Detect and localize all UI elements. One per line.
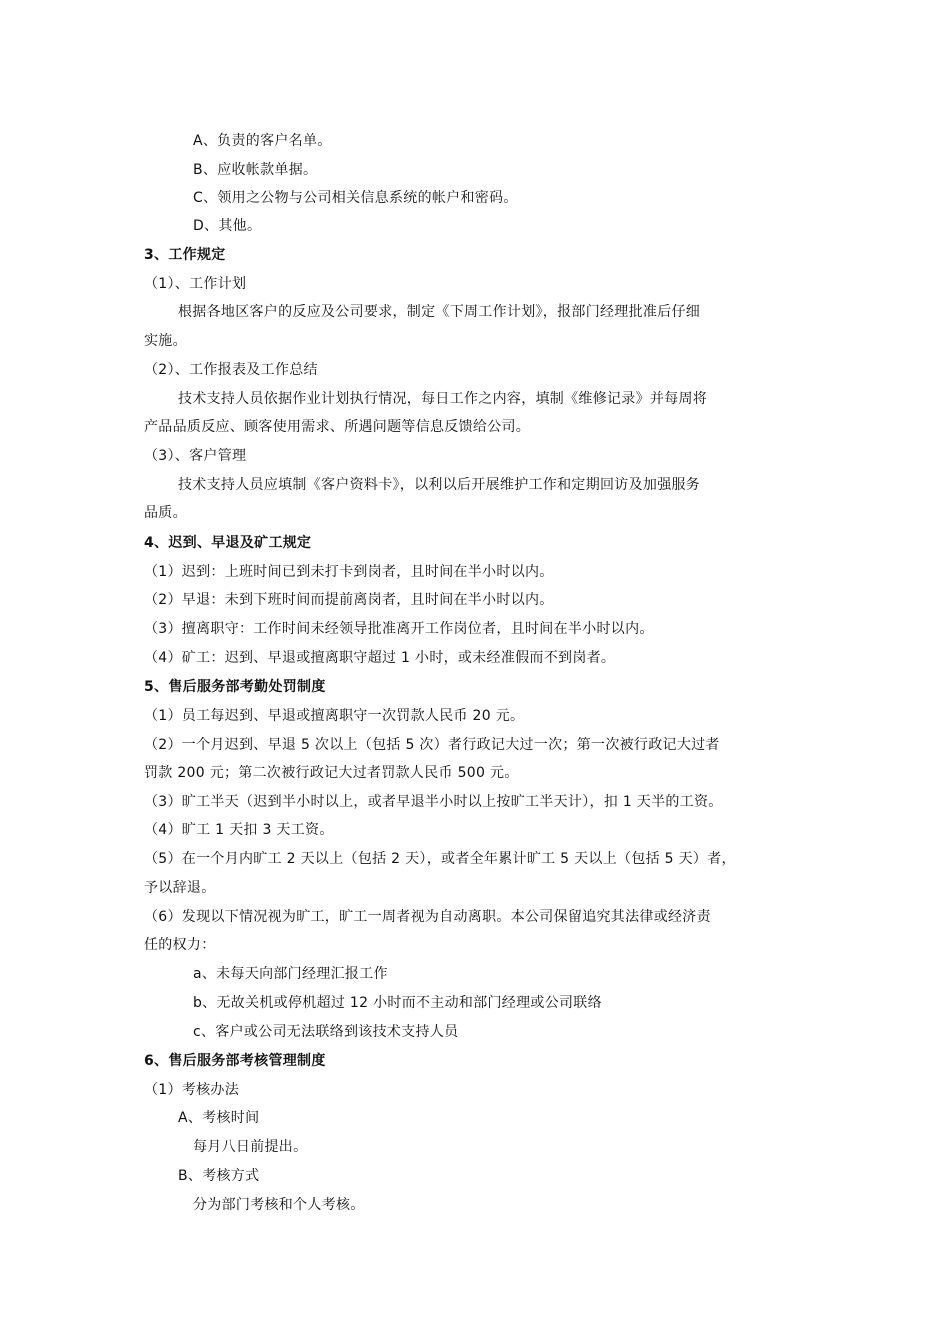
rule-item: （1）迟到：上班时间已到未打卡到岗者，且时间在半小时以内。: [144, 564, 554, 580]
rule-item-continuation: 任的权力：: [144, 937, 216, 953]
sub-list-item-assessment-type: B、考核方式: [178, 1168, 260, 1184]
list-item-c-accounts-passwords: C、领用之公物与公司相关信息系统的帐户和密码。: [193, 190, 518, 206]
list-item-b-receivables: B、应收帐款单据。: [193, 162, 318, 178]
rule-item: （3）擅离职守：工作时间未经领导批准离开工作岗位者，且时间在半小时以内。: [144, 621, 654, 637]
subheading-work-reports: （2）、工作报表及工作总结: [144, 362, 318, 378]
rule-item-continuation: 予以辞退。: [144, 880, 216, 896]
paragraph-line: 技术支持人员依据作业计划执行情况，每日工作之内容，填制《维修记录》并每周将: [178, 391, 708, 407]
rule-item: （2）早退：未到下班时间而提前离岗者，且时间在半小时以内。: [144, 592, 554, 608]
subheading-assessment-method: （1）考核办法: [144, 1082, 240, 1098]
paragraph-line: 每月八日前提出。: [193, 1139, 308, 1155]
section-heading-attendance-rules: 4、迟到、早退及矿工规定: [144, 535, 312, 551]
sub-list-item-assessment-time: A、考核时间: [178, 1110, 260, 1126]
paragraph-line: 分为部门考核和个人考核。: [193, 1197, 365, 1213]
list-item-d-other: D、其他。: [193, 218, 262, 234]
rule-item: （1）员工每迟到、早退或擅离职守一次罚款人民币 20 元。: [144, 708, 525, 724]
paragraph-line: 品质。: [144, 505, 187, 521]
sub-list-item-a: a、未每天向部门经理汇报工作: [193, 966, 388, 982]
rule-item: （4）旷工 1 天扣 3 天工资。: [144, 822, 334, 838]
subheading-customer-management: （3）、客户管理: [144, 448, 247, 464]
section-heading-attendance-penalties: 5、售后服务部考勤处罚制度: [144, 679, 326, 695]
rule-item: （5）在一个月内旷工 2 天以上（包括 2 天），或者全年累计旷工 5 天以上（包括 5 天）者，: [144, 851, 736, 867]
rule-item: （4）矿工：迟到、早退或擅离职守超过 1 小时，或未经准假而不到岗者。: [144, 650, 616, 666]
paragraph-line: 技术支持人员应填制《客户资料卡》，以利以后开展维护工作和定期回访及加强服务: [178, 477, 701, 493]
paragraph-line: 实施。: [144, 333, 187, 349]
section-heading-work-rules: 3、工作规定: [144, 247, 226, 263]
rule-item: （6）发现以下情况视为旷工，旷工一周者视为自动离职。本公司保留追究其法律或经济责: [144, 909, 711, 925]
section-heading-assessment: 6、售后服务部考核管理制度: [144, 1053, 326, 1069]
rule-item-continuation: 罚款 200 元；第二次被行政记大过者罚款人民币 500 元。: [144, 765, 519, 781]
paragraph-line: 根据各地区客户的反应及公司要求，制定《下周工作计划》，报部门经理批准后仔细: [178, 304, 701, 320]
paragraph-line: 产品品质反应、顾客使用需求、所遇问题等信息反馈给公司。: [144, 419, 531, 435]
rule-item: （3）旷工半天（迟到半小时以上，或者早退半小时以上按旷工半天计），扣 1 天半的工资。: [144, 794, 723, 810]
sub-list-item-b: b、无故关机或停机超过 12 小时而不主动和部门经理或公司联络: [193, 995, 602, 1011]
list-item-a-customer-list: A、负责的客户名单。: [193, 133, 332, 149]
sub-list-item-c: c、客户或公司无法联络到该技术支持人员: [193, 1024, 459, 1040]
rule-item: （2）一个月迟到、早退 5 次以上（包括 5 次）者行政记大过一次；第一次被行政记大过者: [144, 737, 720, 753]
subheading-work-plan: （1）、工作计划: [144, 276, 247, 292]
